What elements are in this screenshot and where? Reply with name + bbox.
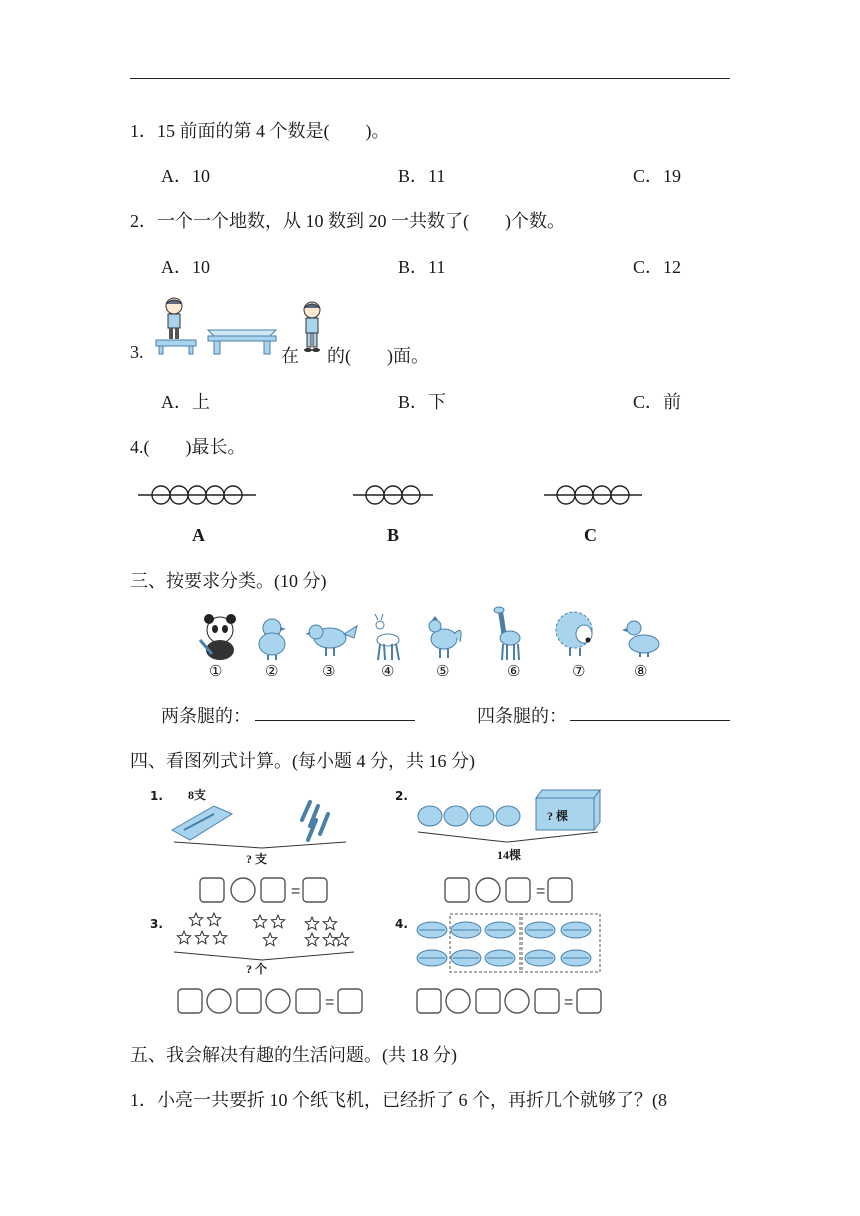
animal-number-6: ⑥ [507,664,521,680]
problem-1-bottom-label: ? 支 [246,852,268,866]
animal-number-1: ① [209,664,223,680]
star-icon [195,931,208,944]
problem-3-bottom-label: ? 个 [246,962,268,976]
star-icon [213,931,226,944]
bead-string-a [138,480,256,510]
problem-3-equation[interactable] [177,987,367,1015]
animal-number-8: ⑧ [634,664,648,680]
star-icon [305,933,318,946]
problem-3-number: 3. [150,917,163,931]
animal-number-3: ③ [322,664,336,680]
section-5-title: 五、我会解决有趣的生活问题。(共 18 分) [130,1045,457,1065]
question-3-end: 的( )面。 [327,346,429,366]
q1-option-c[interactable]: C．19 [633,166,682,186]
top-rule [130,78,730,79]
question-1-stem: 1．15 前面的第 4 个数是( )。 [130,121,390,141]
bead-label-c: C [584,525,597,545]
bench-icon [206,326,280,356]
q3-option-c[interactable]: C．前 [633,392,682,412]
four-legs-label: 四条腿的： [477,706,567,726]
brace [174,952,354,960]
giraffe-icon [492,604,526,662]
q2-option-c[interactable]: C．12 [633,257,682,277]
equals-sign: = [291,883,301,900]
question-3-mid: 在 [281,346,299,366]
star-icon [253,915,266,928]
star-icon [323,933,336,946]
section-4-title: 四、看图列式计算。(每小题 4 分，共 16 分) [130,751,475,771]
section-5-question-1: 1．小亮一共要折 10 个纸飞机，已经折了 6 个，再折几个就够了？(8 [130,1090,667,1110]
q2-option-a[interactable]: A．10 [161,257,210,277]
star-groups [170,912,360,962]
animal-number-7: ⑦ [572,664,586,680]
boy-on-bench-icon [152,296,202,358]
problem-1-equation[interactable] [199,876,331,904]
question-4-stem: 4.( )最长。 [130,437,246,457]
animal-number-4: ④ [381,664,395,680]
animal-number-2: ② [265,664,279,680]
two-legs-label: 两条腿的： [161,706,251,726]
animal-number-5: ⑤ [436,664,450,680]
chick-icon [256,616,290,660]
star-icon [271,915,284,928]
star-icon [323,917,336,930]
q3-option-b[interactable]: B．下 [398,392,447,412]
equals-sign: = [564,994,574,1011]
problem-2-equation[interactable] [444,876,576,904]
star-icon [335,933,348,946]
leaf-groups [412,912,604,974]
problem-2-box-label: ? 棵 [547,809,569,823]
star-icon [263,933,276,946]
panda-icon [196,610,244,660]
q2-option-b[interactable]: B．11 [398,257,446,277]
problem-1-number: 1. [150,789,163,803]
duck-icon [622,618,662,658]
cabbages-and-box [410,786,602,848]
problem-2-number: 2. [395,789,408,803]
two-legs-answer-blank[interactable] [255,702,415,726]
equals-sign: = [325,994,335,1011]
problem-4-equation[interactable] [416,987,606,1015]
bead-string-c [544,480,642,510]
hedgehog-icon [554,606,598,658]
problem-4-number: 4. [395,917,408,931]
section-3-title: 三、按要求分类。(10 分) [130,571,327,591]
bead-string-b [353,480,433,510]
question-3-number: 3. [130,342,144,362]
problem-2-bottom-label: 14棵 [497,848,522,862]
question-2-stem: 2．一个一个地数，从 10 数到 20 一共数了( )个数。 [130,211,565,231]
star-icon [305,917,318,930]
star-icon [207,913,220,926]
q1-option-b[interactable]: B．11 [398,166,446,186]
problem-1-top-label: 8支 [188,788,207,802]
boy-standing-icon [298,300,326,358]
star-icon [189,913,202,926]
bird-icon [304,620,358,658]
star-icon [177,931,190,944]
q3-option-a[interactable]: A．上 [161,392,210,412]
four-legs-answer-blank[interactable] [570,702,730,726]
q1-option-a[interactable]: A．10 [161,166,210,186]
pencil-box-and-pencils [170,800,360,850]
deer-icon [370,612,406,662]
bead-label-a: A [192,525,205,545]
rooster-icon [424,614,464,660]
equals-sign: = [536,883,546,900]
bead-label-b: B [387,525,400,545]
